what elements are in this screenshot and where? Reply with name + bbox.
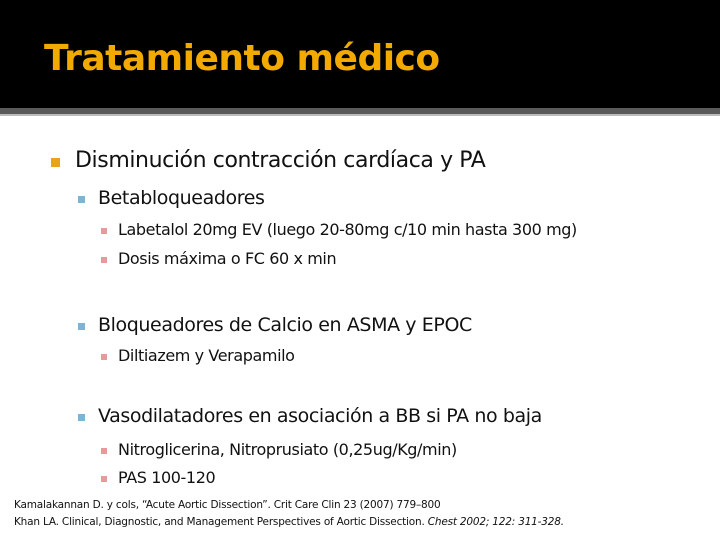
level3-item: PAS 100-120 — [118, 468, 216, 487]
level3-bullet-square — [101, 476, 107, 482]
level2-item-betabloqueadores: Betabloqueadores — [98, 187, 265, 209]
level2-item-vasodilatadores: Vasodilatadores en asociación a BB si PA no baja — [98, 405, 542, 427]
level2-bullet-square — [78, 323, 85, 330]
level3-bullet-square — [101, 257, 107, 263]
title-bar — [0, 0, 720, 108]
reference-2-journal: Chest 2002; 122: 311-328. — [427, 516, 564, 528]
level3-bullet-square — [101, 448, 107, 454]
level1-item: Disminución contracción cardíaca y PA — [75, 148, 486, 173]
content-area — [0, 116, 720, 540]
slide-title: Tratamiento médico — [44, 38, 440, 79]
reference-2 — [14, 516, 564, 528]
level3-item: Labetalol 20mg EV (luego 20-80mg c/10 min hasta 300 mg) — [118, 220, 577, 239]
level3-item: Diltiazem y Verapamilo — [118, 346, 295, 365]
level3-item: Nitroglicerina, Nitroprusiato (0,25ug/Kg/min) — [118, 440, 457, 459]
reference-2-text: Khan LA. Clinical, Diagnostic, and Management Perspectives of Aortic Dissection. — [14, 516, 428, 528]
level3-item: Dosis máxima o FC 60 x min — [118, 249, 337, 268]
level3-bullet-square — [101, 228, 107, 234]
reference-1: Kamalakannan D. y cols, “Acute Aortic Dissection”. Crit Care Clin 23 (2007) 779–800 — [14, 499, 441, 511]
level3-bullet-square — [101, 354, 107, 360]
level2-bullet-square — [78, 196, 85, 203]
level1-bullet-square — [51, 158, 60, 167]
level2-bullet-square — [78, 414, 85, 421]
level2-item-bloqueadores-calcio: Bloqueadores de Calcio en ASMA y EPOC — [98, 314, 472, 336]
